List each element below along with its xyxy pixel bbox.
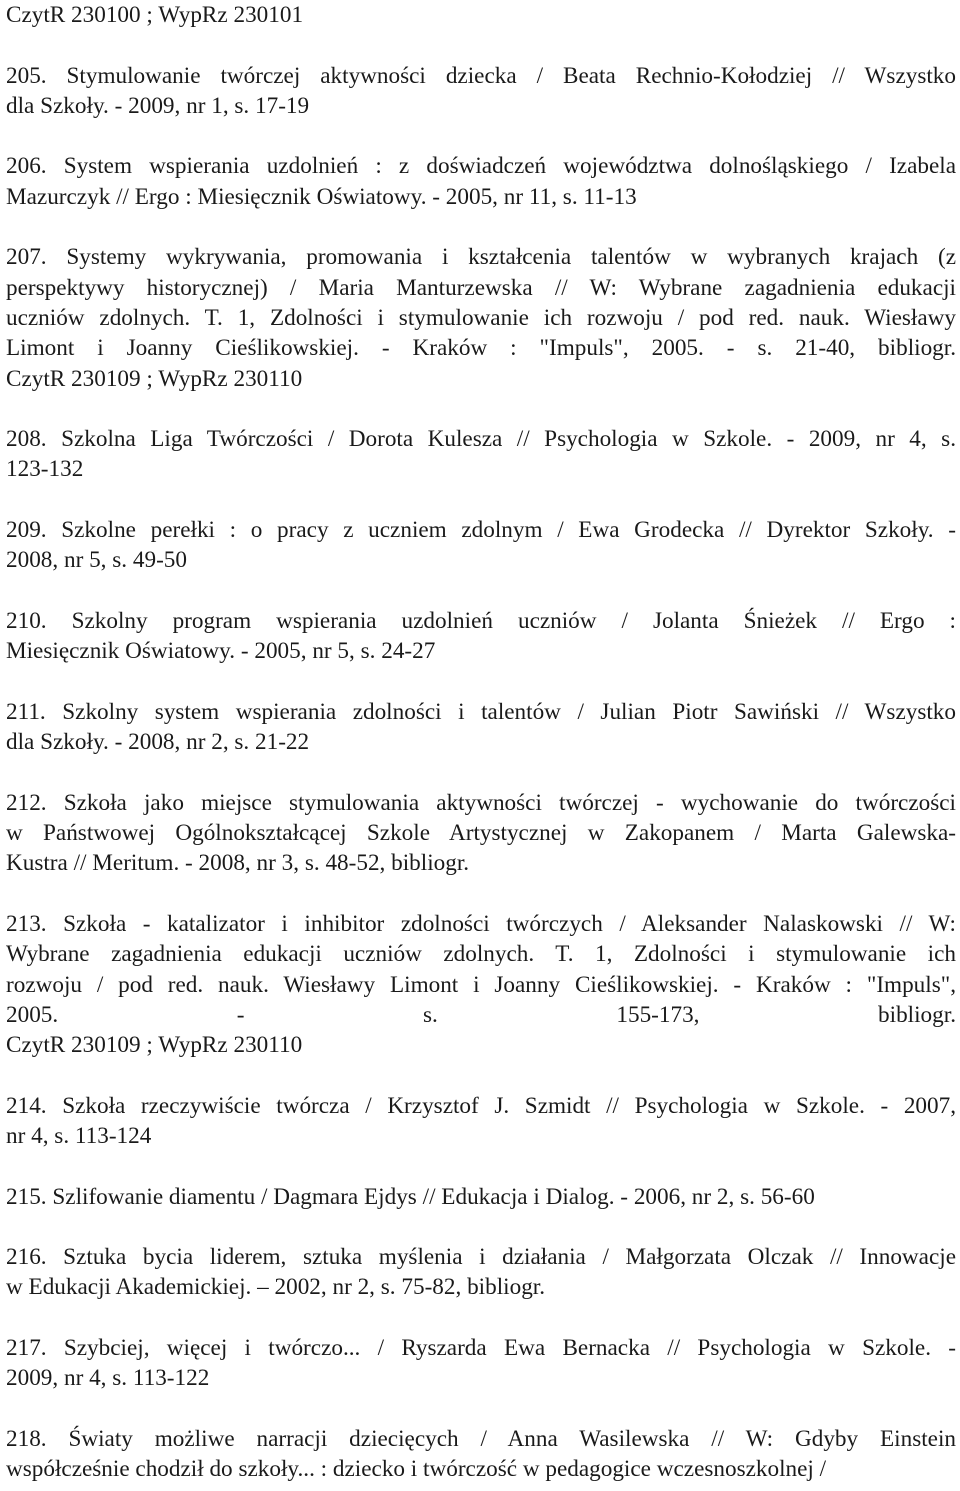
entry-line: Wybrane zagadnienia edukacji uczniów zdolnych. T. 1, Zdolności i stymulowanie ich (6, 941, 956, 968)
bibliography-entry (6, 606, 956, 667)
entry-line: 218. Światy możliwe narracji dziecięcych / Anna Wasilewska // W: Gdyby Einstein (6, 1425, 956, 1452)
bibliography-entry (6, 788, 956, 879)
entry-line: w Państwowej Ogólnokształcącej Szkole Artystycznej w Zakopanem / Marta Galewska- (6, 820, 956, 847)
bibliography-entry (6, 1091, 956, 1152)
entry-line: 217. Szybciej, więcej i twórczo... / Ryszarda Ewa Bernacka // Psychologia w Szkole. - (6, 1335, 956, 1362)
bibliography-page (6, 0, 956, 1485)
entry-line: 216. Sztuka bycia liderem, sztuka myślenia i działania / Małgorzata Olczak // Innowacje (6, 1244, 956, 1271)
bibliography-entry (6, 1424, 956, 1485)
entry-line: Limont i Joanny Cieślikowskiej. - Kraków : "Impuls", 2005. - s. 21-40, bibliogr. (6, 335, 956, 362)
bibliography-entry (6, 697, 956, 758)
bibliography-entry (6, 1333, 956, 1394)
entry-line: współcześnie chodził do szkoły... : dziecko i twórczość w pedagogice wczesnoszkolnej / (6, 1456, 827, 1483)
entry-line: dla Szkoły. - 2009, nr 1, s. 17-19 (6, 92, 310, 119)
entry-line: 2005. - s. 155-173, bibliogr. (6, 1001, 956, 1028)
bibliography-list (6, 61, 956, 1485)
entry-line: 205. Stymulowanie twórczej aktywności dziecka / Beata Rechnio-Kołodziej // Wszystko (6, 62, 956, 89)
bibliography-entry (6, 515, 956, 576)
entry-line: 212. Szkoła jako miejsce stymulowania aktywności twórczej - wychowanie do twórczości (6, 789, 956, 816)
bibliography-entry (6, 61, 956, 122)
entry-line: 209. Szkolne perełki : o pracy z uczniem zdolnym / Ewa Grodecka // Dyrektor Szkoły. - (6, 517, 956, 544)
entry-line: nr 4, s. 113-124 (6, 1122, 152, 1149)
entry-line: dla Szkoły. - 2008, nr 2, s. 21-22 (6, 729, 310, 756)
entry-line: 207. Systemy wykrywania, promowania i kształcenia talentów w wybranych krajach (z (6, 244, 956, 271)
bibliography-entry (6, 424, 956, 485)
entry-line: 123-132 (6, 456, 84, 483)
entry-line: rozwoju / pod red. nauk. Wiesławy Limont i Joanny Cieślikowskiej. - Kraków : "Impuls", (6, 971, 956, 998)
entry-line: 210. Szkolny program wspierania uzdolnień uczniów / Jolanta Śnieżek // Ergo : (6, 607, 956, 634)
entry-line: perspektywy historycznej) / Maria Manturzewska // W: Wybrane zagadnienia edukacji (6, 274, 956, 301)
entry-line: 2009, nr 4, s. 113-122 (6, 1365, 210, 1392)
header-call-number-note: CzytR 230100 ; WypRz 230101 (6, 2, 304, 28)
entry-line: 213. Szkoła - katalizator i inhibitor zdolności twórczych / Aleksander Nalaskowski // W: (6, 910, 956, 937)
entry-line: 211. Szkolny system wspierania zdolności i talentów / Julian Piotr Sawiński // Wszystko (6, 698, 956, 725)
bibliography-entry (6, 1242, 956, 1303)
bibliography-entry (6, 151, 956, 212)
entry-line: w Edukacji Akademickiej. – 2002, nr 2, s. 75-82, bibliogr. (6, 1274, 546, 1301)
entry-line: uczniów zdolnych. T. 1, Zdolności i stymulowanie ich rozwoju / pod red. nauk. Wiesławy (6, 304, 956, 331)
entry-line: 208. Szkolna Liga Twórczości / Dorota Kulesza // Psychologia w Szkole. - 2009, nr 4, s. (6, 426, 956, 453)
bibliography-entry (6, 1182, 956, 1212)
entry-line: CzytR 230109 ; WypRz 230110 (6, 365, 303, 392)
bibliography-entry (6, 909, 956, 1060)
entry-line: 206. System wspierania uzdolnień : z doświadczeń województwa dolnośląskiego / Izabela (6, 153, 956, 180)
entry-line: Miesięcznik Oświatowy. - 2005, nr 5, s. 24-27 (6, 638, 436, 665)
entry-line: 2008, nr 5, s. 49-50 (6, 547, 187, 574)
entry-line: 215. Szlifowanie diamentu / Dagmara Ejdys // Edukacja i Dialog. - 2006, nr 2, s. 56-60 (6, 1183, 815, 1210)
entry-line: Kustra // Meritum. - 2008, nr 3, s. 48-52, bibliogr. (6, 850, 470, 877)
entry-line: 214. Szkoła rzeczywiście twórcza / Krzysztof J. Szmidt // Psychologia w Szkole. - 2007, (6, 1092, 956, 1119)
entry-line: CzytR 230109 ; WypRz 230110 (6, 1032, 303, 1059)
bibliography-entry (6, 242, 956, 393)
entry-line: Mazurczyk // Ergo : Miesięcznik Oświatowy. - 2005, nr 11, s. 11-13 (6, 183, 637, 210)
